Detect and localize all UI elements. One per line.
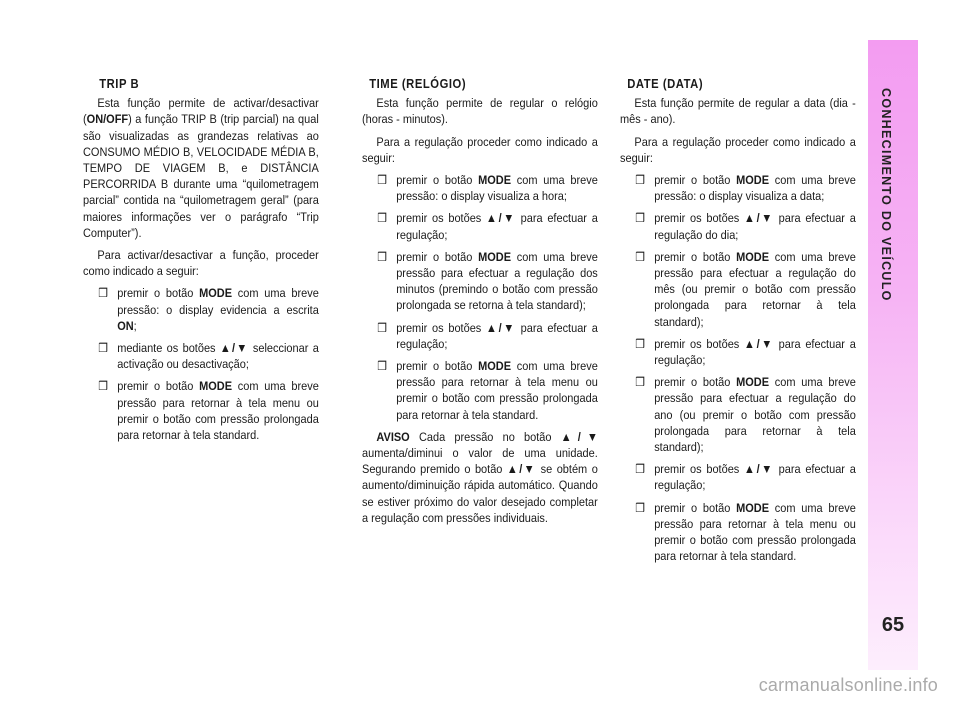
checkbox-bullet-icon: ❒ — [377, 249, 387, 264]
checkbox-bullet-icon: ❒ — [98, 341, 108, 356]
mode-button-label: MODE — [478, 173, 512, 188]
step-text: com uma breve pressão: o display evidencia a escrita — [117, 286, 319, 317]
trip-b-heading: TRIP B — [99, 77, 140, 91]
list-item — [83, 285, 319, 334]
page-number: 65 — [881, 614, 905, 636]
step-text: com uma breve pressão: o display visualiza a data; — [654, 173, 856, 204]
mode-button-label: MODE — [736, 375, 770, 390]
date-intro: Esta função permite de regular a data (dia - mês - ano). — [620, 96, 856, 127]
up-down-arrows-icon: ▲/▼ — [506, 462, 537, 477]
step-text: premir o botão — [396, 249, 479, 264]
step-text: premir o botão — [396, 359, 479, 374]
checkbox-bullet-icon: ❒ — [635, 173, 645, 188]
note-label: AVISO — [376, 429, 410, 444]
watermark: carmanualsonline.info — [758, 675, 938, 695]
time-instruction: Para a regulação proceder como indicado a seguir: — [362, 134, 598, 165]
mode-button-label: MODE — [199, 286, 233, 301]
step-text: premir os botões — [654, 462, 745, 477]
step-text: premir o botão — [117, 286, 200, 301]
trip-b-steps — [83, 285, 319, 443]
list-item — [362, 358, 598, 423]
step-text: premir o botão — [654, 173, 737, 188]
chapter-title: CONHECIMENTO DO VEÍCULO — [879, 88, 893, 302]
list-item — [83, 378, 319, 443]
list-item — [620, 210, 856, 242]
step-text: premir os botões — [396, 320, 487, 335]
step-text: para efectuar a regulação do dia; — [654, 211, 856, 242]
date-heading: DATE (DATA) — [627, 77, 704, 91]
mode-button-label: MODE — [736, 500, 770, 515]
up-down-arrows-icon: ▲/▼ — [744, 211, 774, 226]
trip-b-intro-text: Esta função permite de activar/desactivar ( — [83, 96, 319, 127]
checkbox-bullet-icon: ❒ — [377, 320, 387, 335]
on-off-label: ON/OFF — [86, 112, 129, 127]
date-steps — [620, 172, 856, 564]
checkbox-bullet-icon: ❒ — [98, 379, 108, 394]
step-text: premir os botões — [654, 211, 745, 226]
up-down-arrows-icon: ▲/▼ — [744, 462, 774, 477]
up-down-arrows-icon: ▲/▼ — [744, 336, 774, 351]
time-note — [362, 429, 598, 526]
step-text: com uma breve pressão para retornar à tela menu ou premir o botão com pressão prolongada para retornar à tela standard. — [396, 359, 598, 422]
on-label: ON — [117, 318, 134, 333]
checkbox-bullet-icon: ❒ — [98, 286, 108, 301]
checkbox-bullet-icon: ❒ — [377, 173, 387, 188]
list-item — [620, 374, 856, 455]
mode-button-label: MODE — [199, 379, 233, 394]
checkbox-bullet-icon: ❒ — [377, 359, 387, 374]
list-item — [83, 340, 319, 372]
step-text: para efectuar a regulação; — [654, 462, 856, 493]
checkbox-bullet-icon: ❒ — [635, 375, 645, 390]
list-item — [362, 210, 598, 242]
up-down-arrows-icon: ▲/▼ — [560, 429, 598, 444]
step-text: premir o botão — [117, 379, 200, 394]
time-steps — [362, 172, 598, 423]
up-down-arrows-icon: ▲/▼ — [486, 320, 516, 335]
trip-b-instruction: Para activar/desactivar a função, proceder como indicado a seguir: — [83, 248, 319, 279]
checkbox-bullet-icon: ❒ — [377, 211, 387, 226]
trip-b-intro-text: ) a função TRIP B (trip parcial) na qual são visualizadas as grandezas relativas ao CONSUMO MÉDIO B, VELOCIDADE MÉDIA B, TEMPO DE VIAGEM B, e DISTÂNCIA PERCORRIDA B durante uma “quilometragem parcial” contida na “quilometragem geral” (para maiores informações ver o parágrafo “Trip Computer”). — [83, 112, 319, 240]
time-intro: Esta função permite de regular o relógio (horas - minutos). — [362, 96, 598, 127]
step-text: premir o botão — [654, 500, 737, 515]
checkbox-bullet-icon: ❒ — [635, 462, 645, 477]
step-text: ; — [133, 318, 137, 333]
note-text: Cada pressão no botão — [409, 429, 561, 444]
step-text: premir os botões — [654, 336, 745, 351]
chapter-sidebar — [868, 40, 918, 670]
mode-button-label: MODE — [478, 359, 512, 374]
step-text: para efectuar a regulação; — [396, 211, 598, 242]
mode-button-label: MODE — [736, 173, 770, 188]
step-text: premir o botão — [396, 173, 479, 188]
checkbox-bullet-icon: ❒ — [635, 211, 645, 226]
date-instruction: Para a regulação proceder como indicado a seguir: — [620, 134, 856, 165]
checkbox-bullet-icon: ❒ — [635, 500, 645, 515]
trip-b-intro — [83, 95, 319, 241]
date-section — [620, 76, 856, 570]
checkbox-bullet-icon: ❒ — [635, 249, 645, 264]
list-item — [620, 461, 856, 493]
mode-button-label: MODE — [478, 249, 512, 264]
step-text: com uma breve pressão para efectuar a regulação do mês (ou premir o botão com pressão prolongada para retornar à tela standard); — [654, 249, 856, 329]
trip-b-section — [83, 76, 319, 449]
step-text: para efectuar a regulação; — [396, 320, 598, 351]
step-text: com uma breve pressão para efectuar a regulação do ano (ou premir o botão com pressão prolongada para retornar à tela standard); — [654, 375, 856, 455]
up-down-arrows-icon: ▲/▼ — [219, 341, 249, 356]
list-item — [620, 249, 856, 330]
list-item — [362, 320, 598, 352]
time-heading: TIME (RELÓGIO) — [369, 77, 467, 91]
step-text: com uma breve pressão para retornar à tela menu ou premir o botão com pressão prolongada para retornar à tela standard. — [654, 500, 856, 564]
step-text: com uma breve pressão: o display visualiza a hora; — [396, 173, 598, 204]
step-text: premir o botão — [654, 375, 737, 390]
step-text: mediante os botões — [117, 341, 220, 356]
list-item — [620, 500, 856, 565]
step-text: com uma breve pressão para retornar à tela menu ou premir o botão com pressão prolongada para retornar à tela standard. — [117, 379, 319, 443]
time-section — [362, 76, 598, 532]
step-text: premir o botão — [654, 249, 737, 264]
note-text: se obtém o aumento/diminuição rápida automático. Quando se estiver próximo do valor desejado completar a regulação com pressões individuais. — [362, 462, 598, 525]
up-down-arrows-icon: ▲/▼ — [486, 211, 516, 226]
list-item — [362, 249, 598, 314]
checkbox-bullet-icon: ❒ — [635, 336, 645, 351]
step-text: para efectuar a regulação; — [654, 336, 856, 368]
list-item — [620, 172, 856, 204]
list-item — [620, 336, 856, 368]
step-text: premir os botões — [396, 211, 487, 226]
mode-button-label: MODE — [736, 249, 770, 264]
note-text: aumenta/diminui o valor de uma unidade. Segurando premido o botão — [362, 446, 598, 477]
step-text: com uma breve pressão para efectuar a regulação dos minutos (premindo o botão com pressão prolongada se retorna à tela standard); — [396, 249, 598, 313]
step-text: seleccionar a activação ou desactivação; — [117, 341, 319, 372]
list-item — [362, 172, 598, 204]
